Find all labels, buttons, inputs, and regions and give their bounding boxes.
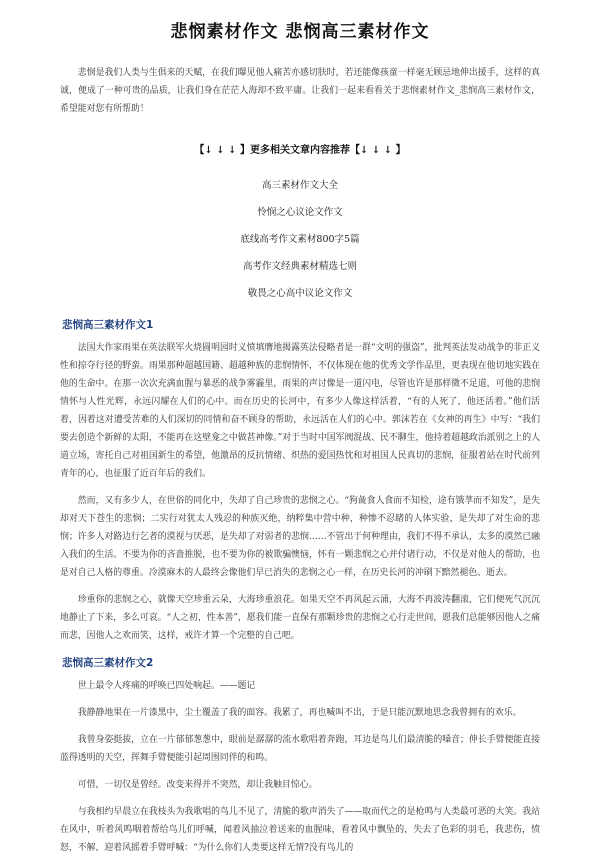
page-title: 悲悯素材作文 悲悯高三素材作文: [170, 22, 430, 42]
section-heading-1: 悲悯高三素材作文1: [62, 319, 154, 331]
section2-paragraph-5: 与我相约早晨立在我枝头为我歌唱的鸟儿不见了，清脆的歌声消失了——取而代之的是枪鸣与人类最可恶的大笑。我站在风中，听着风鸣咽着帮给鸟儿们呼喊，闻着风抽泣着送来的血腥味，看着风中飘坠的，失去了色彩的羽毛，我悲伤，愤怒，不解，迎着风摇着手臂呼喊：“为什么你们人类要这样无情?没有鸟儿的: [60, 807, 540, 853]
related-links-list: [60, 172, 540, 307]
section2-paragraph-2: 我静静地果在一片漆黑中，尘土覆盖了我的面容。我累了，再也喊叫不出，于是只能沉默地思念我曾拥有的欢乐。: [77, 708, 522, 718]
section1-paragraph-3: 珍重你的悲悯之心，就像天空珍重云朵，大海珍重浪花。如果天空不再风起云涌，大海不再波涛翻滚，它们便死气沉沉地静止了下来，多么可哀。“人之初，性本善”，愿我们能一直保有那颗珍贵的悲悯之心行走世间，愿我们总能够因他人之痛而悲，因他人之欢而笑，这样，戒许才算一个完整的自己吧。: [60, 595, 540, 641]
section2-paragraph-1: 世上最令人疼痛的呼唤已四处响起。——题记: [77, 681, 256, 691]
intro-paragraph: 悲悯是我们人类与生俱来的天赋，在我们曝见他人痛苦亦感切肤时，若还能像孩童一样毫无顾忌地伸出援手，这样的真诚，便成了一种可贵的品质，让我们身在茫茫人海却不致平庸。让我们一起来看看关于悲悯素材作文_悲悯高三素材作文，希望能对您有所帮助！: [60, 68, 540, 114]
related-link[interactable]: 怜悯之心议论文作文: [257, 207, 343, 218]
section1-paragraph-2: 然而，又有多少人，在世俗的同化中，失却了自己珍贵的悲悯之心。“狗彘食人食而不知检，途有饿莩而不知发”，是失却对天下苍生的悲悯；二实行对犹太人残忍的种族灭绝，纳粹集中营中种，种惨不忍睹的人体实验，是失却了对生命的悲悯；许多人对路边行乞者的漠视与厌恶，是失却了对弱者的悲悯……不管出于何种理由，我们不得不承认，太多的漠然已融入我们的生活。不要为你的吝啬推脱，也不要为你的被欺骗懊恼，怀有一颗悲悯之心并付诸行动，不仅是对他人的帮助，也是对自己人格的尊重。冷漠麻木的人最终会像他们早已消失的悲悯之心一样，在历史长河的冲刷下黯然褪色、逝去。: [60, 496, 540, 578]
more-articles-banner: 【↓ ↓ ↓ 】更多相关文章内容推荐【↓ ↓ ↓ 】: [194, 145, 406, 156]
section2-paragraph-3: 我曾身姿挺拔，立在一片郁郁葱葱中，眼前是潺潺的流水歌唱着奔跑，耳边是鸟儿们最清脆的嗓音；伸长手臂便能直接蓝得透明的天空，挥舞手臂便能引起周围同伴的和鸣。: [60, 735, 540, 763]
related-link[interactable]: 高考作文经典素材精选七则: [242, 261, 357, 272]
related-link[interactable]: 底线高考作文素材800字5篇: [240, 234, 360, 245]
related-link[interactable]: 敬畏之心高中议论文作文: [247, 288, 353, 299]
section1-paragraph-1: 法国大作家雨果在英法联军火烧圆明园时义愤填膺地揭露英法侵略者是一群“文明的强盗”，批判英法发动战争的非正义性和掠夺行径的野蛮。雨果那种超越国籍、超越种族的悲悯情怀，不仅体现在他的优秀文学作品里，更表现在他切地实践在他的生命中。在那一次次充满血腥与暴恶的战争雾霾里，雨果的声讨像是一道闪电，尽管也许是那样微不足道，可他的悲悯情怀与人性光辉，永远闪耀在人们的心中。而在历史的长河中，有多少人像这样活着，“有的人死了，他还活着。”他们活着，因着这对遭受苦难的人们深切的同情和奋不顾身的帮助，永远活在人们的心中。郭沫若在《女神的再生》中写：“我们要去创造个新鲜的太阳，不能再在这壁龛之中做甚神像。”对于当时中国军阀混战、民不聊生，他持着超越政治派别之上的人道立场，寄托自己对祖国新生的希望，他激昂的反抗情绪、炽热的爱国热忱和对祖国人民真切的悲悯，征服着站在时代前列青年的心，也征服了近百年后的我们。: [60, 343, 540, 479]
section-heading-2: 悲悯高三素材作文2: [62, 657, 154, 669]
section2-paragraph-4: 可惜，一切仅是曾经。改变来得并不突然，却让我触目惊心。: [77, 780, 318, 790]
related-link[interactable]: 高三素材作文大全: [261, 180, 338, 191]
